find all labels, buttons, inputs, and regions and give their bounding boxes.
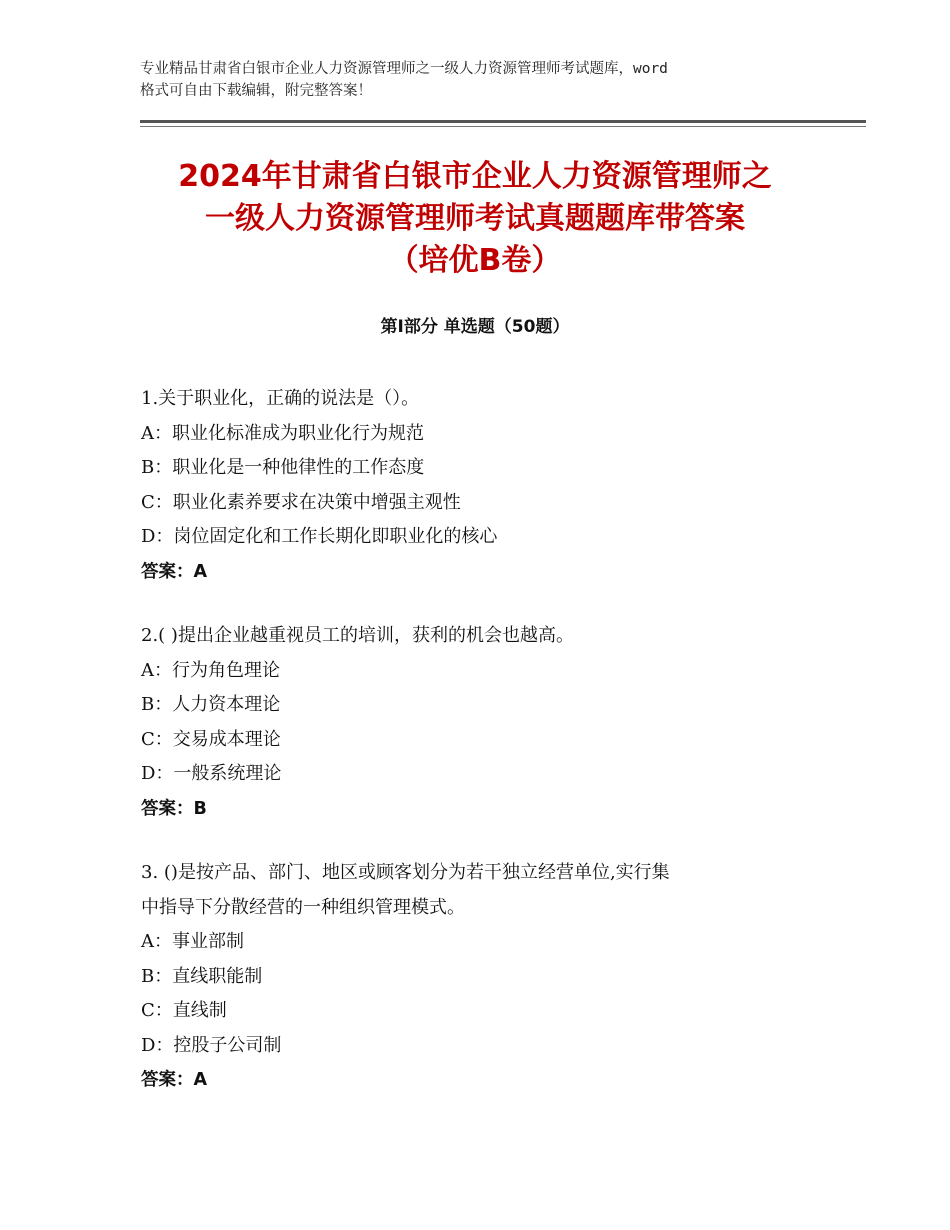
option-c: C：直线制: [141, 1000, 227, 1021]
header-note-line-1: 专业精品甘肃省白银市企业人力资源管理师之一级人力资源管理师考试题库，word: [140, 61, 668, 77]
option-c: C：交易成本理论: [141, 728, 281, 750]
option-c: C：职业化素养要求在决策中增强主观性: [141, 491, 461, 513]
header-divider-thin: [140, 126, 866, 127]
answer: 答案：A: [141, 561, 208, 582]
document-title-line-1: 2024年甘肃省白银市企业人力资源管理师之: [178, 159, 772, 194]
answer: 答案：A: [141, 1070, 208, 1090]
option-d: D：控股子公司制: [141, 1034, 282, 1056]
option-a: A：职业化标准成为职业化行为规范: [141, 422, 424, 444]
header-note: [140, 58, 840, 102]
option-b: B：职业化是一种他律性的工作态度: [141, 457, 425, 478]
document-title: [100, 156, 850, 282]
header-divider-thick: [140, 120, 866, 123]
question-stem-line-1: 3. ()是按产品、部门、地区或顾客划分为若干独立经营单位,实行集: [141, 862, 670, 883]
option-a: A：行为角色理论: [141, 659, 280, 681]
header-note-line-2: 格式可自由下载编辑，附完整答案！: [140, 83, 372, 99]
option-a: A：事业部制: [141, 931, 244, 952]
question-stem-line-2: 中指导下分散经营的一种组织管理模式。: [141, 896, 465, 918]
option-d: D：一般系统理论: [141, 763, 282, 784]
document-title-line-3: （培优B卷）: [388, 243, 562, 278]
question-1: [141, 382, 831, 589]
option-b: B：直线职能制: [141, 965, 263, 987]
question-2: [141, 619, 831, 826]
question-stem: 2.( )提出企业越重视员工的培训，获利的机会也越高。: [141, 625, 574, 646]
question-3: [141, 856, 831, 1098]
option-d: D：岗位固定化和工作长期化即职业化的核心: [141, 526, 498, 547]
answer: 答案：B: [141, 798, 207, 819]
option-b: B：人力资本理论: [141, 694, 281, 715]
section-title: 第Ⅰ部分 单选题（50题）: [380, 317, 570, 337]
question-stem: 1.关于职业化，正确的说法是（）。: [141, 388, 420, 409]
document-title-line-2: 一级人力资源管理师考试真题题库带答案: [205, 201, 745, 236]
question-list: [141, 382, 831, 1128]
